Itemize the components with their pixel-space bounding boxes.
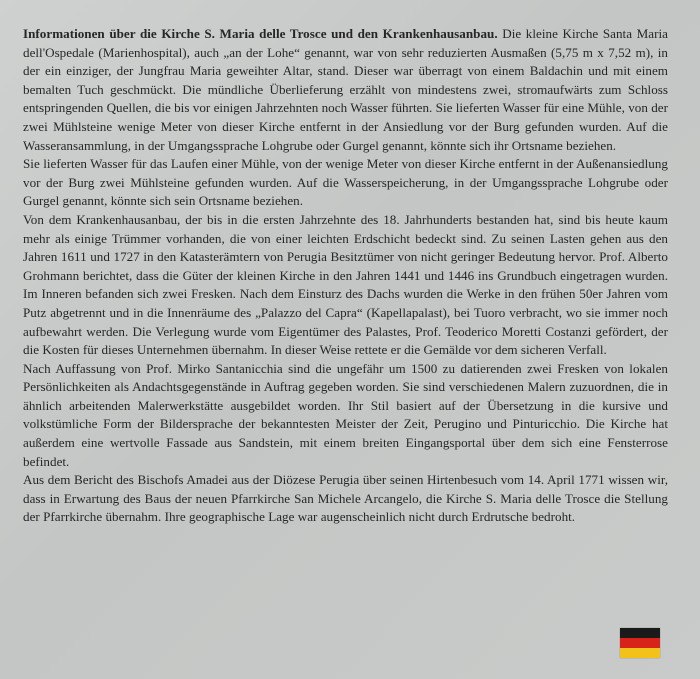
flag-stripe-gold: [620, 648, 660, 658]
german-flag-icon: [620, 628, 660, 658]
flag-stripe-black: [620, 628, 660, 638]
sign-heading: Informationen über die Kirche S. Maria delle Trosce und den Krankenhausanbau.: [23, 26, 498, 41]
sign-text: [23, 25, 668, 527]
paragraph-5: Aus dem Bericht des Bischofs Amadei aus der Diözese Perugia über seinen Hirtenbesuch vom 14. April 1771 wissen wir, dass in Erwartung des Baus der neuen Pfarrkirche San Michele Arcangelo, die Kirche S. Maria delle Trosce die Stellung der Pfarrkirche übernahm. Ihre geographische Lage war augenscheinlich nicht durch Erdrutsche bedroht.: [23, 472, 668, 525]
paragraph-1: [23, 25, 668, 155]
paragraph-4: Nach Auffassung von Prof. Mirko Santanicchia sind die ungefähr um 1500 zu datierenden zwei Fresken von lokalen Persönlichkeiten als Andachtsgegenstände in Auftrag gegeben worden. Sie sind verschiedenen Malern zuzuordnen, die in ähnlich arbeitenden Malerwerkstätte ausgebildet worden. Ihr Stil basiert auf der Übersetzung in die kursive und volkstümliche Form der Bildersprache der bekanntesten Meister der Zeit, Perugino und Pinturicchio. Die Kirche hat außerdem eine wertvolle Fassade aus Sandstein, mit einem breiten Eingangsportal über dem sich eine Fensterrose befindet.: [23, 360, 668, 469]
paragraph-1-text: Die kleine Kirche Santa Maria dell'Ospedale (Marienhospital), auch „an der Lohe“ genannt, war von sehr reduzierten Ausmaßen (5,75 m x 7,52 m), in der ein einziger, der Jungfrau Maria geweihter Altar, stand. Dieser war überragt von einem Baldachin und mit einem bemalten Tuch geschmückt. Die mündliche Überlieferung erzählt von mindestens zwei, stromaufwärts zum Schloss entspringenden Quellen, die bis vor einigen Jahrzehnten noch Wasser führten. Sie lieferten Wasser für eine Mühle, von der zwei Mühlsteine wenige Meter von dieser Kirche entfernt in der Ansiedlung vor der Burg gefunden wurden. Auf die Wasseransammlung, in der Umgangssprache Lohgrube oder Gurgel genannt, könnte sich ihr Ortsname beziehen.: [23, 26, 669, 153]
paragraph-3: Von dem Krankenhausanbau, der bis in die ersten Jahrzehnte des 18. Jahrhunderts bestanden hat, sind bis heute kaum mehr als einige Trümmer vorhanden, die von einer leichten Erdschicht bedeckt sind. Zu seinen Lasten gehen aus den Jahren 1611 und 1727 in den Katasterämtern von Perugia Besitztümer von nicht geringer Bedeutung hervor. Prof. Alberto Grohmann berichtet, dass die Güter der kleinen Kirche in den Jahren 1441 und 1446 ins Grundbuch eingetragen wurden. Im Inneren befanden sich zwei Fresken. Nach dem Einsturz des Dachs wurden die Werke in den frühen 50er Jahren vom Putz abgetrennt und in die Innenräume des „Palazzo del Capra“ (Kapellapalast), bei Tuoro verbracht, wo sie immer noch aufbewahrt werden. Die Verlegung wurde vom Eigentümer des Palastes, Prof. Teoderico Moretti Costanzi gefördert, der die Kosten für dieses Unternehmen übernahm. In dieser Weise rettete er die Gemälde vor dem sicheren Verfall.: [23, 211, 668, 358]
flag-stripe-red: [620, 638, 660, 648]
paragraph-2: Sie lieferten Wasser für das Laufen einer Mühle, von der wenige Meter von dieser Kirche entfernt in der Außenansiedlung vor der Burg zwei Mühlsteine gefunden wurden. Auf die Wasserspeicherung, in der Umgangssprache Lohgrube oder Gurgel genannt, könnte sich sein Ortsname beziehen.: [23, 156, 668, 209]
